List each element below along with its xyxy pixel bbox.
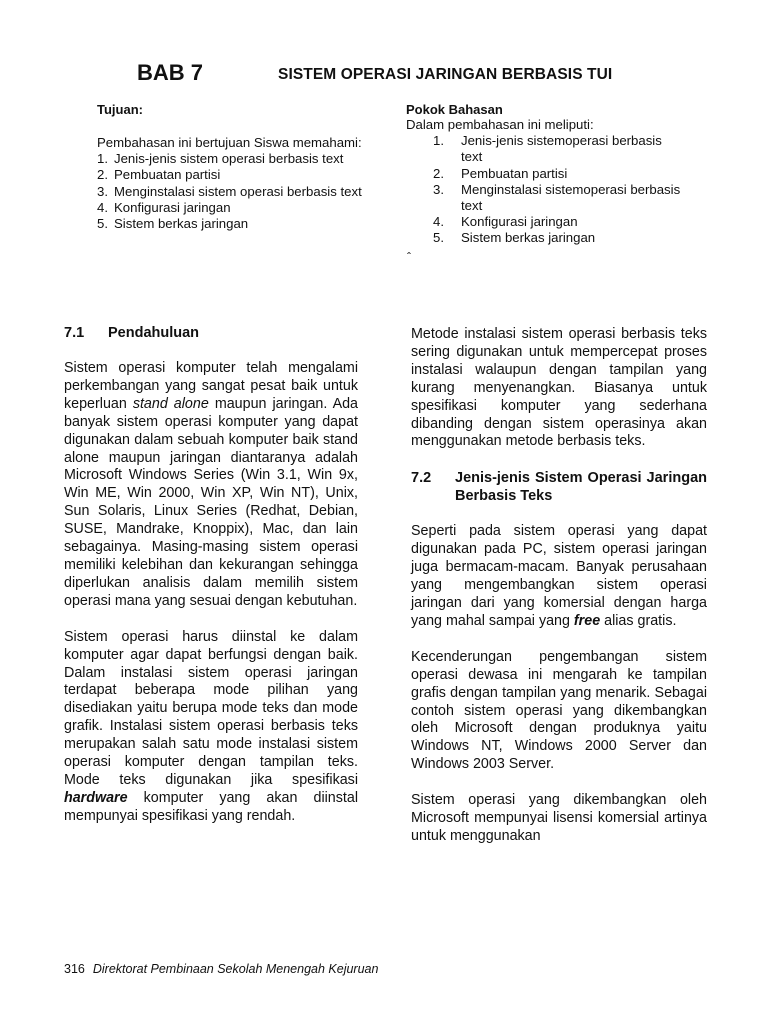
list-number: 4. [97, 199, 108, 215]
page-footer [64, 962, 378, 976]
list-number: 5. [97, 216, 108, 232]
list-item [97, 167, 362, 183]
page-number: 316 [64, 962, 85, 976]
list-text: Sistem berkas jaringan [114, 216, 249, 232]
section-title: Pendahuluan [108, 325, 200, 341]
right-column [411, 326, 707, 846]
list-number: 1. [433, 133, 444, 149]
list-text: Jenis-jenis sistemoperasi berbasis text [461, 133, 662, 165]
objectives-heading: Tujuan: [97, 102, 143, 117]
list-text: Pembuatan partisi [114, 167, 221, 183]
list-item [97, 216, 362, 232]
objectives-list [97, 151, 362, 232]
list-number: 5. [433, 230, 444, 246]
list-item [97, 200, 362, 216]
section-heading-7-1 [64, 324, 358, 342]
list-item [406, 166, 681, 182]
paragraph: Sistem operasi yang dikembangkan oleh Microsoft mempunyai lisensi komersial artinya untuk menggunakan [411, 792, 707, 844]
list-number: 2. [97, 167, 108, 183]
list-number: 1. [97, 151, 108, 167]
left-column [64, 324, 358, 826]
list-text: Menginstalasi sistem operasi berbasis text [114, 183, 362, 199]
list-item [406, 182, 681, 214]
text-run: Sistem operasi harus diinstal ke dalam komputer agar dapat berfungsi dengan baik. Dalam instalasi sistem operasi jaringan terdapat beberapa mode pilihan yang disediakan yaitu berupa mode teks dan mode grafik. Instalasi sistem operasi berbasis teks merupakan salah satu mode instalasi sistem operasi komputer dengan tampilan teks. Mode teks digunakan jika spesifikasi [64, 628, 358, 788]
list-item [406, 214, 681, 230]
list-text: Pembuatan partisi [461, 165, 568, 181]
list-number: 3. [97, 183, 108, 199]
text-run: komputer yang akan diinstal mempunyai spesifikasi yang rendah. [64, 789, 358, 824]
list-item [406, 133, 681, 165]
stray-mark: ˆ [407, 250, 411, 264]
chapter-number: BAB 7 [137, 60, 204, 85]
topics-block [406, 102, 681, 247]
list-number: 3. [433, 181, 444, 197]
paragraph: Metode instalasi sistem operasi berbasis teks sering digunakan untuk mempercepat proses instalasi walaupun dengan tampilan yang kurang menyenangkan. Biasanya untuk spesifikasi komputer yang sederhana dibanding dengan sistem operasinya akan menggunakan metode berbasis teks. [411, 326, 707, 450]
list-text: Sistem berkas jaringan [461, 230, 596, 246]
paragraph: Kecenderungan pengembangan sistem operasi dewasa ini mengarah ke tampilan grafis dengan tampilan yang menarik. Sebagai contoh sistem operasi yang dikembangkan oleh Microsoft dengan produknya yaitu Windows NT, Windows 2000 Server dan Windows 2003 Server. [411, 648, 707, 773]
topics-list [406, 133, 681, 246]
section-title: Jenis-jenis Sistem Operasi Jaringan Berbasis Teks [455, 470, 707, 505]
emphasis-text: stand alone [132, 395, 209, 412]
list-item [97, 151, 362, 167]
emphasis-text: hardware [64, 789, 128, 806]
objectives-block [97, 102, 362, 232]
section-number: 7.1 [64, 325, 85, 341]
section-number: 7.2 [411, 470, 432, 487]
text-run: alias gratis. [600, 612, 677, 629]
list-number: 4. [433, 214, 444, 230]
paragraph [64, 629, 358, 826]
footer-source: Direktorat Pembinaan Sekolah Menengah Kejuruan [92, 962, 379, 976]
section-heading-7-2 [411, 469, 707, 505]
list-text: Jenis-jenis sistem operasi berbasis text [114, 151, 344, 167]
topics-intro: Dalam pembahasan ini meliputi: [406, 117, 594, 132]
list-text: Menginstalasi sistemoperasi berbasis text [461, 181, 681, 214]
objectives-intro: Pembahasan ini bertujuan Siswa memahami: [97, 135, 362, 150]
list-text: Konfigurasi jaringan [114, 199, 231, 215]
text-run: Seperti pada sistem operasi yang dapat digunakan pada PC, sistem operasi jaringan juga bermacam-macam. Banyak perusahaan yang mengembangkan sistem operasi jaringan dari yang komersial dengan harga yang mahal sampai yang [411, 523, 707, 629]
list-item [97, 184, 362, 200]
chapter-title: SISTEM OPERASI JARINGAN BERBASIS TUI [278, 66, 613, 83]
list-text: Konfigurasi jaringan [461, 214, 578, 230]
paragraph [411, 523, 707, 630]
list-number: 2. [433, 165, 444, 181]
topics-heading: Pokok Bahasan [406, 102, 503, 117]
text-run: maupun jaringan. Ada banyak sistem operasi komputer yang dapat digunakan dalam sebuah komputer baik stand alone maupun jaringan diantaranya adalah Microsoft Windows Series (Win 3.1, Win 9x, Win ME, Win 2000, Win XP, Win NT), Unix, Sun Solaris, Linux Series (Redhat, Debian, SUSE, Mandrake, Knoppix), Mac, dan lain sebagainya. Masing-masing sistem operasi memiliki kelebihan dan kekurangan sehingga diperlukan analisis dalam memilih sistem operasi mana yang sesuai dengan kebutuhan. [64, 395, 359, 609]
paragraph [64, 360, 358, 611]
emphasis-text: free [573, 612, 601, 629]
text-run: Sistem operasi komputer telah mengalami perkembangan yang sangat pesat baik untuk keperluan [64, 360, 358, 412]
list-item [406, 230, 681, 246]
